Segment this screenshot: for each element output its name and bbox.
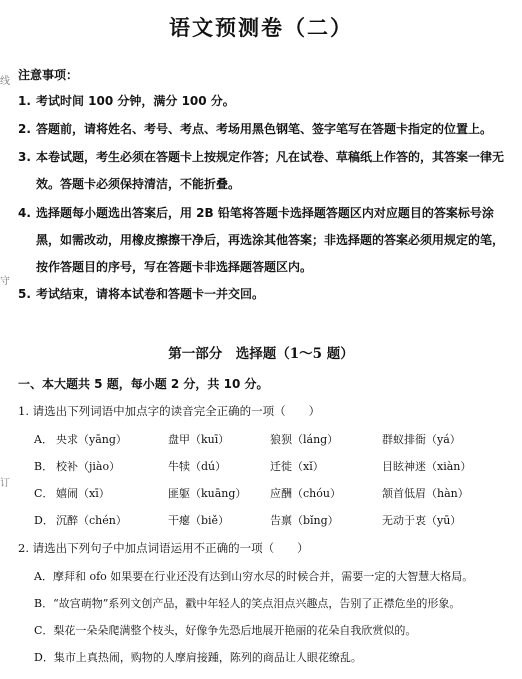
option-item: 匪躯（kuāng） (168, 487, 247, 500)
part-description: 一、本大题共 5 题，每小题 2 分，共 10 分。 (18, 377, 269, 391)
note-item (18, 281, 506, 308)
note-number: 2. (18, 122, 31, 136)
question-stem: 1. 请选出下列词语中加点字的读音完全正确的一项（ ） (18, 404, 321, 418)
option-sentence: C．梨花一朵朵爬满整个枝头，好像争先恐后地展开艳丽的花朵自我欣赏似的。 (34, 624, 417, 637)
notes-heading: 注意事项： (18, 68, 79, 82)
option-item: 颔首低眉（hàn） (382, 487, 469, 500)
note-text: 答题前，请将姓名、考号、考点、考场用黑色钢笔、签字笔写在答题卡指定的位置上。 (36, 122, 493, 136)
option-label: D． (34, 514, 54, 527)
option-item: 群蚁排衙（yá） (382, 433, 461, 446)
note-number: 3. (18, 150, 31, 164)
page-title: 语文预测卷（二） (169, 15, 353, 40)
option-item: 狼狈（láng） (270, 433, 339, 446)
option-item: 央求（yāng） (56, 433, 127, 446)
note-item (18, 144, 506, 198)
section-title: 第一部分 选择题（1～5 题） (168, 346, 354, 362)
note-item (18, 88, 506, 115)
option-item: 嬉闹（xī） (56, 487, 110, 500)
margin-mark: 线 (0, 76, 10, 87)
option-item: 沉醉（chén） (56, 514, 127, 527)
note-number: 4. (18, 206, 31, 220)
option-label: B． (34, 460, 54, 473)
margin-mark: 守 (0, 276, 10, 287)
note-item (18, 116, 506, 143)
note-text: 本卷试题，考生必须在答题卡上按规定作答；凡在试卷、草稿纸上作答的，其答案一律无效。答题卡必须保持清洁，不能折叠。 (36, 150, 505, 191)
option-sentence: A．摩拜和 ofo 如果要在行业还没有达到山穷水尽的时候合并，需要一定的大智慧大格局。 (34, 570, 474, 583)
note-text: 考试时间 100 分钟，满分 100 分。 (36, 94, 235, 108)
option-sentence: B．“故宫萌物”系列文创产品，戳中年轻人的笑点泪点兴趣点，告别了正襟危坐的形象。 (34, 597, 461, 610)
note-item (18, 200, 506, 281)
note-text: 考试结束，请将本试卷和答题卡一并交回。 (36, 287, 265, 301)
option-item: 迁徙（xǐ） (270, 460, 324, 473)
option-item: 干瘪（biě） (168, 514, 230, 527)
note-number: 1. (18, 94, 31, 108)
note-text: 选择题每小题选出答案后，用 2B 铅笔将答题卡选择题答题区内对应题目的答案标号涂黑，如需改动，用橡皮擦擦干净后，再选涂其他答案；非选择题的答案必须用规定的笔，按作答题目的序号，写在答题卡非选择题答题区内。 (36, 206, 505, 274)
option-item: 校补（jiào） (56, 460, 121, 473)
option-item: 应酬（chóu） (270, 487, 341, 500)
margin-mark: 订 (0, 478, 10, 489)
option-sentence: D．集市上真热闹，购物的人摩肩接踵，陈列的商品让人眼花缭乱。 (34, 651, 362, 664)
option-item: 盘甲（kuī） (168, 433, 230, 446)
option-item: 牛犊（dú） (168, 460, 227, 473)
question-stem: 2. 请选出下列句子中加点词语运用不正确的一项（ ） (18, 541, 309, 555)
option-item: 目眩神迷（xiàn） (382, 460, 472, 473)
option-item: 无动于衷（yū） (382, 514, 462, 527)
note-number: 5. (18, 287, 31, 301)
option-label: A． (34, 433, 53, 446)
option-item: 告禀（bǐng） (270, 514, 339, 527)
option-label: C． (34, 487, 54, 500)
